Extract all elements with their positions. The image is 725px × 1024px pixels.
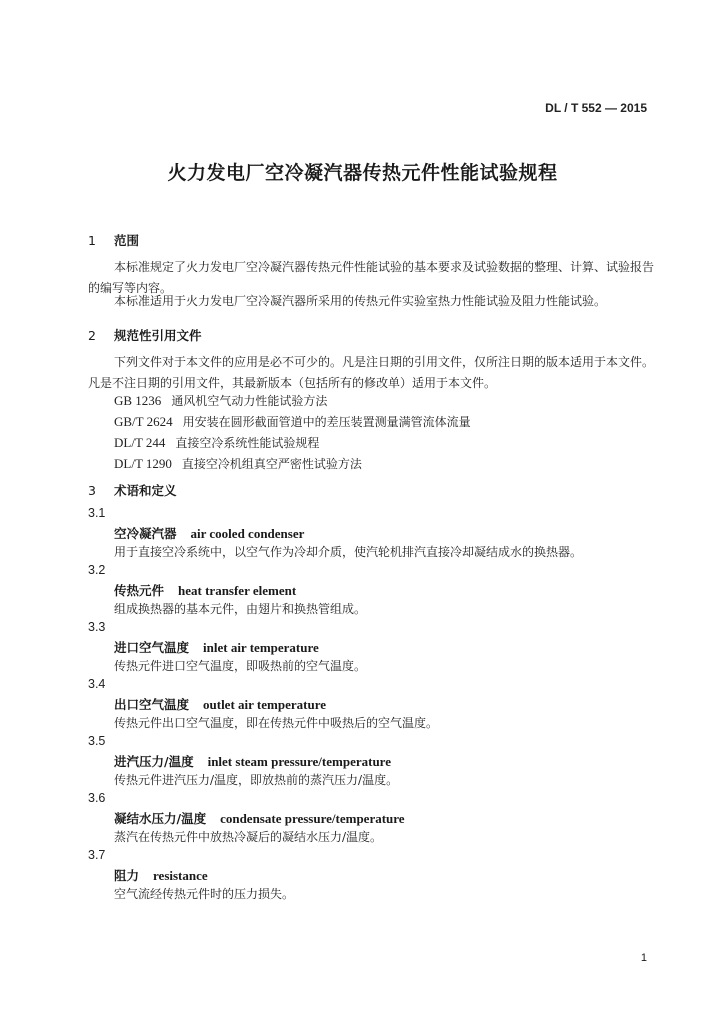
term-heading [114,866,208,884]
term-zh: 凝结水压力/温度 [114,811,207,826]
reference-code: DL/T 1290 [114,456,172,471]
term-zh: 阻力 [114,868,140,883]
term-en: heat transfer element [178,583,297,598]
term-definition: 传热元件进汽压力/温度，即放热前的蒸汽压力/温度。 [114,773,399,787]
section-number: 2 [88,328,96,343]
term-zh: 进汽压力/温度 [114,754,194,769]
page-title: 火力发电厂空冷凝汽器传热元件性能试验规程 [167,162,558,184]
term-number: 3.2 [88,563,106,577]
reference-code: DL/T 244 [114,435,166,450]
term-en: air cooled condenser [190,526,305,541]
term-heading [114,638,319,656]
reference-item [114,413,471,430]
term-number: 3.1 [88,506,106,520]
section-1-paragraph-1: 本标准规定了火力发电厂空冷凝汽器传热元件性能试验的基本要求及试验数据的整理、计算、试验报告的编写等内容。 [88,260,655,295]
document-code: DL / T 552 — 2015 [545,101,647,115]
reference-title: 直接空冷机组真空严密性试验方法 [181,457,362,471]
term-zh: 传热元件 [114,583,165,598]
term-definition: 组成换热器的基本元件，由翅片和换热管组成。 [114,602,367,616]
term-zh: 空冷凝汽器 [114,526,177,541]
term-number: 3.5 [88,734,106,748]
term-zh: 进口空气温度 [114,640,190,655]
term-heading [114,524,304,542]
term-definition: 蒸汽在传热元件中放热冷凝后的凝结水压力/温度。 [114,830,383,844]
section-number: 1 [88,233,96,248]
term-definition: 用于直接空冷系统中，以空气作为冷却介质，使汽轮机排汽直接冷却凝结成水的换热器。 [114,545,583,559]
reference-title: 通风机空气动力性能试验方法 [171,394,328,408]
section-title: 术语和定义 [114,483,177,498]
reference-code: GB/T 2624 [114,414,173,429]
term-zh: 出口空气温度 [114,697,190,712]
term-heading [114,695,326,713]
section-number: 3 [88,483,96,498]
term-number: 3.3 [88,620,106,634]
reference-item [114,392,327,409]
section-2-paragraph: 下列文件对于本文件的应用是必不可少的。凡是注日期的引用文件，仅所注日期的版本适用于本文件。凡是不注日期的引用文件，其最新版本（包括所有的修改单）适用于本文件。 [88,355,655,390]
term-en: outlet air temperature [203,697,326,712]
term-number: 3.4 [88,677,106,691]
term-en: inlet steam pressure/temperature [207,754,391,769]
section-1-heading [88,231,139,249]
term-heading [114,752,391,770]
reference-code: GB 1236 [114,393,162,408]
reference-item [114,434,319,451]
section-title: 范围 [114,233,140,248]
term-en: inlet air temperature [203,640,319,655]
term-number: 3.6 [88,791,106,805]
term-definition: 传热元件出口空气温度，即在传热元件中吸热后的空气温度。 [114,716,439,730]
section-title: 规范性引用文件 [114,328,202,343]
reference-title: 直接空冷系统性能试验规程 [175,436,320,450]
reference-item [114,455,362,472]
term-en: condensate pressure/temperature [220,811,405,826]
section-1-paragraph-2: 本标准适用于火力发电厂空冷凝汽器所采用的传热元件实验室热力性能试验及阻力性能试验。 [114,294,607,308]
term-number: 3.7 [88,848,106,862]
reference-title: 用安装在圆形截面管道中的差压装置测量满管流体流量 [182,415,471,429]
section-3-heading [88,481,177,499]
term-heading [114,809,405,827]
term-en: resistance [153,868,208,883]
page-number: 1 [640,952,647,964]
term-definition: 传热元件进口空气温度，即吸热前的空气温度。 [114,659,367,673]
term-definition: 空气流经传热元件时的压力损失。 [114,887,295,901]
section-2-heading [88,326,202,344]
term-heading [114,581,296,599]
